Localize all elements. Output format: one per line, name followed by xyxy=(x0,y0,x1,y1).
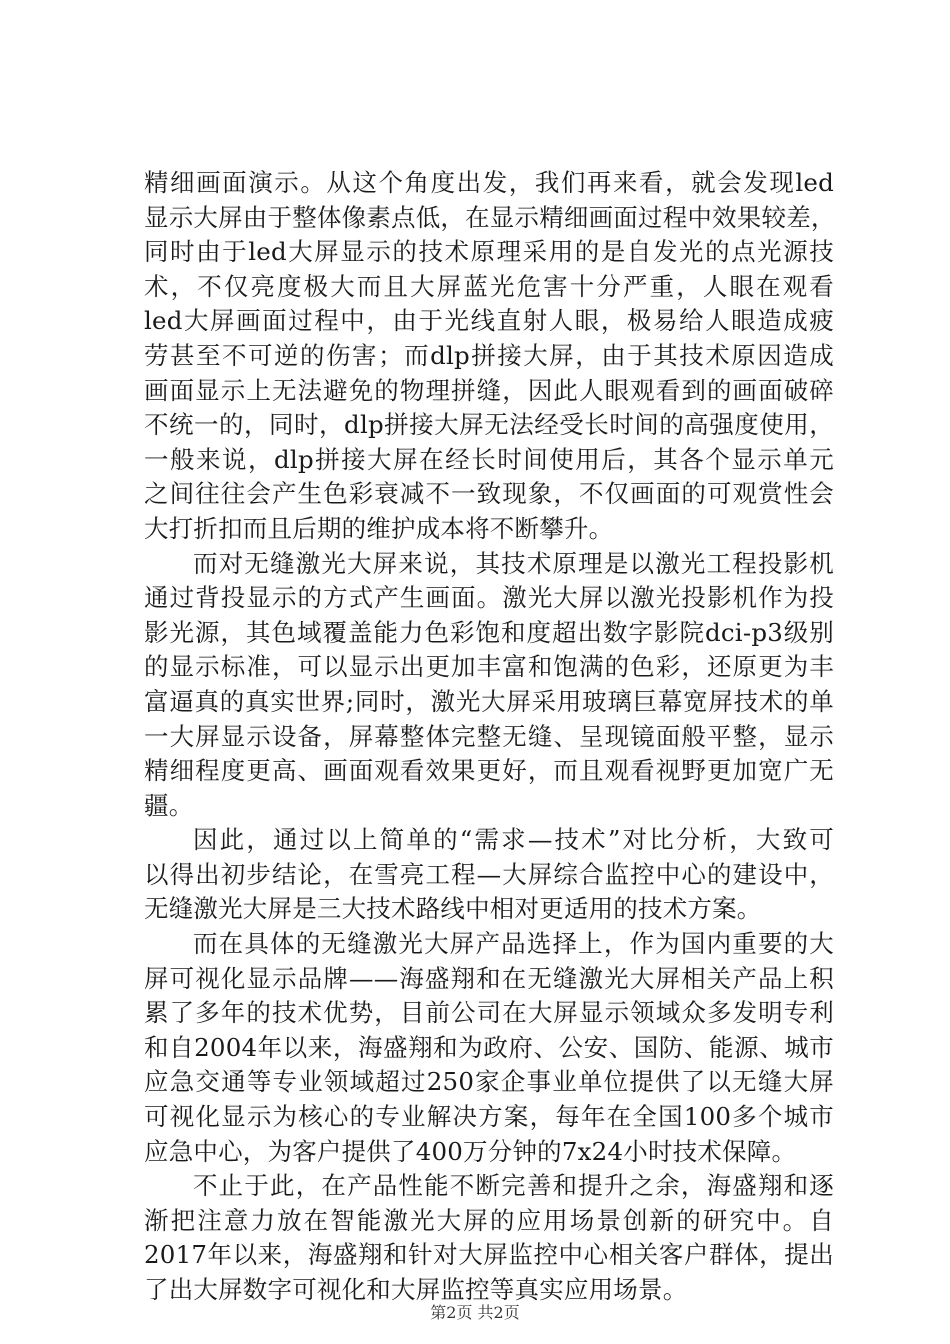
text-line: 应急中心，为客户提供了400万分钟的7x24小时技术保障。 xyxy=(144,1136,797,1166)
text-line: 无缝激光大屏是三大技术路线中相对更适用的技术方案。 xyxy=(144,894,762,924)
text-line: 应急交通等专业领域超过250家企事业单位提供了以无缝大屏 xyxy=(144,1067,834,1097)
text-line: 显示大屏由于整体像素点低，在显示精细画面过程中效果较差， xyxy=(144,202,836,232)
text-line: led大屏画面过程中，由于光线直射人眼，极易给人眼造成疲 xyxy=(144,306,834,336)
text-line: 累了多年的技术优势，目前公司在大屏显示领域众多发明专利 xyxy=(144,998,834,1028)
text-line: 不统一的，同时，dlp拼接大屏无法经受长时间的高强度使用， xyxy=(144,410,834,440)
paragraph-1 xyxy=(144,166,834,547)
text-line: 画面显示上无法避免的物理拼缝，因此人眼观看到的画面破碎 xyxy=(144,375,834,405)
paragraph-4 xyxy=(144,927,834,1169)
text-line: 精细程度更高、画面观看效果更好，而且观看视野更加宽广无 xyxy=(144,756,834,786)
paragraph-3 xyxy=(144,823,834,927)
text-line: 以得出初步结论，在雪亮工程—大屏综合监控中心的建设中， xyxy=(144,859,834,889)
text-line: 精细画面演示。从这个角度出发，我们再来看，就会发现led xyxy=(144,168,834,197)
text-line: 术，不仅亮度极大而且大屏蓝光危害十分严重，人眼在观看 xyxy=(144,271,834,301)
paragraph-2 xyxy=(144,547,834,824)
text-line: 劳甚至不可逆的伤害；而dlp拼接大屏，由于其技术原因造成 xyxy=(144,340,834,370)
text-line: 渐把注意力放在智能激光大屏的应用场景创新的研究中。自 xyxy=(144,1205,834,1235)
text-line: 而在具体的无缝激光大屏产品选择上，作为国内重要的大 xyxy=(193,929,834,959)
text-line: 之间往往会产生色彩衰减不一致现象，不仅画面的可观赏性会 xyxy=(144,479,834,509)
text-line: 和自2004年以来，海盛翔和为政府、公安、国防、能源、城市 xyxy=(144,1032,834,1062)
text-line: 通过背投显示的方式产生画面。激光大屏以激光投影机作为投 xyxy=(144,583,834,613)
text-line: 的显示标准，可以显示出更加丰富和饱满的色彩，还原更为丰 xyxy=(144,652,834,682)
document-body xyxy=(144,166,834,1308)
page-number-footer: 第2页 共2页 xyxy=(430,1303,520,1322)
text-line: 2017年以来，海盛翔和针对大屏监控中心相关客户群体，提出 xyxy=(144,1240,834,1270)
text-line: 同时由于led大屏显示的技术原理采用的是自发光的点光源技 xyxy=(144,237,834,267)
text-line: 而对无缝激光大屏来说，其技术原理是以激光工程投影机 xyxy=(193,548,834,578)
text-line: 一般来说，dlp拼接大屏在经长时间使用后，其各个显示单元 xyxy=(144,444,834,474)
text-line: 不止于此，在产品性能不断完善和提升之余，海盛翔和逐 xyxy=(193,1171,834,1201)
text-line: 疆。 xyxy=(144,790,194,820)
text-line: 可视化显示为核心的专业解决方案，每年在全国100多个城市 xyxy=(144,1102,834,1132)
text-line: 富逼真的真实世界;同时，激光大屏采用玻璃巨幕宽屏技术的单 xyxy=(144,686,834,716)
text-line: 大打折扣而且后期的维护成本将不断攀升。 xyxy=(144,513,614,543)
paragraph-5 xyxy=(144,1169,834,1307)
text-line: 屏可视化显示品牌——海盛翔和在无缝激光大屏相关产品上积 xyxy=(144,963,834,993)
text-line: 影光源，其色域覆盖能力色彩饱和度超出数字影院dci-p3级别 xyxy=(144,617,834,647)
text-line: 一大屏显示设备，屏幕整体完整无缝、呈现镜面般平整，显示 xyxy=(144,721,834,751)
text-line: 了出大屏数字可视化和大屏监控等真实应用场景。 xyxy=(144,1275,688,1304)
text-line: 因此，通过以上简单的“需求—技术”对比分析，大致可 xyxy=(193,825,834,855)
